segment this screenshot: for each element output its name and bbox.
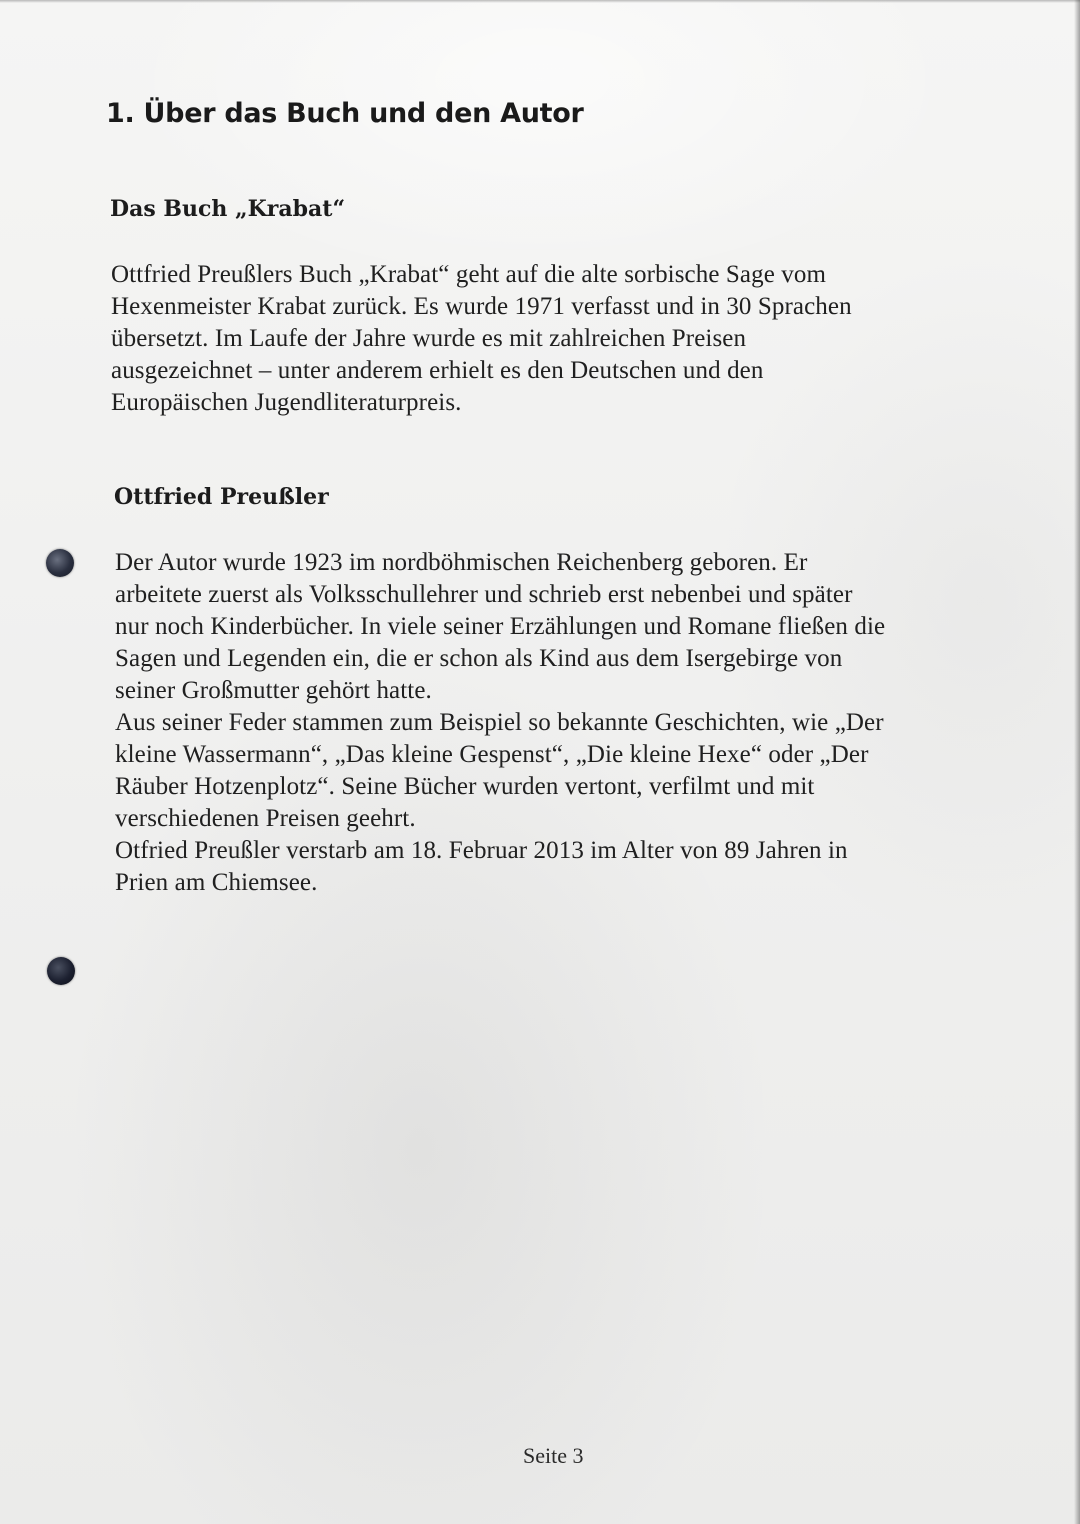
section-paragraph-book (111, 259, 852, 419)
paragraph-line: seiner Großmutter gehört hatte. (115, 677, 432, 704)
paragraph-line: kleine Wassermann“, „Das kleine Gespenst“, „Die kleine Hexe“ oder „Der (115, 741, 869, 768)
paragraph-line: Der Autor wurde 1923 im nordböhmischen Reichenberg geboren. Er (115, 549, 808, 576)
paragraph-line: übersetzt. Im Laufe der Jahre wurde es mit zahlreichen Preisen (111, 325, 747, 352)
punch-hole-top (46, 549, 74, 577)
paragraph-line: Otfried Preußler verstarb am 18. Februar 2013 im Alter von 89 Jahren in (115, 837, 848, 864)
paragraph-line: Ottfried Preußlers Buch „Krabat“ geht auf die alte sorbische Sage vom (111, 261, 826, 288)
paragraph-line: Prien am Chiemsee. (115, 869, 318, 896)
paragraph-line: ausgezeichnet – unter anderem erhielt es den Deutschen und den (111, 357, 764, 384)
paragraph-line: Hexenmeister Krabat zurück. Es wurde 1971 verfasst und in 30 Sprachen (111, 293, 852, 320)
paragraph-line: Sagen und Legenden ein, die er schon als Kind aus dem Isergebirge von (115, 645, 843, 672)
paper-top-edge (0, 0, 1080, 3)
section-heading-book: Das Buch „Krabat“ (110, 196, 346, 222)
paragraph-line: nur noch Kinderbücher. In viele seiner Erzählungen und Romane fließen die (115, 613, 886, 640)
paragraph-line: verschiedenen Preisen geehrt. (115, 805, 416, 832)
paragraph-line: arbeitete zuerst als Volksschullehrer und schrieb erst nebenbei und später (115, 581, 853, 608)
paragraph-line: Räuber Hotzenplotz“. Seine Bücher wurden vertont, verfilmt und mit (115, 773, 815, 800)
page-title: 1. Über das Buch und den Autor (106, 98, 584, 129)
page-number: Seite 3 (523, 1443, 584, 1468)
section-paragraph-author (115, 547, 885, 899)
paragraph-line: Europäischen Jugendliteraturpreis. (111, 389, 462, 416)
section-heading-author: Ottfried Preußler (114, 484, 329, 510)
punch-hole-bottom (47, 957, 75, 985)
paragraph-line: Aus seiner Feder stammen zum Beispiel so bekannte Geschichten, wie „Der (115, 709, 884, 736)
